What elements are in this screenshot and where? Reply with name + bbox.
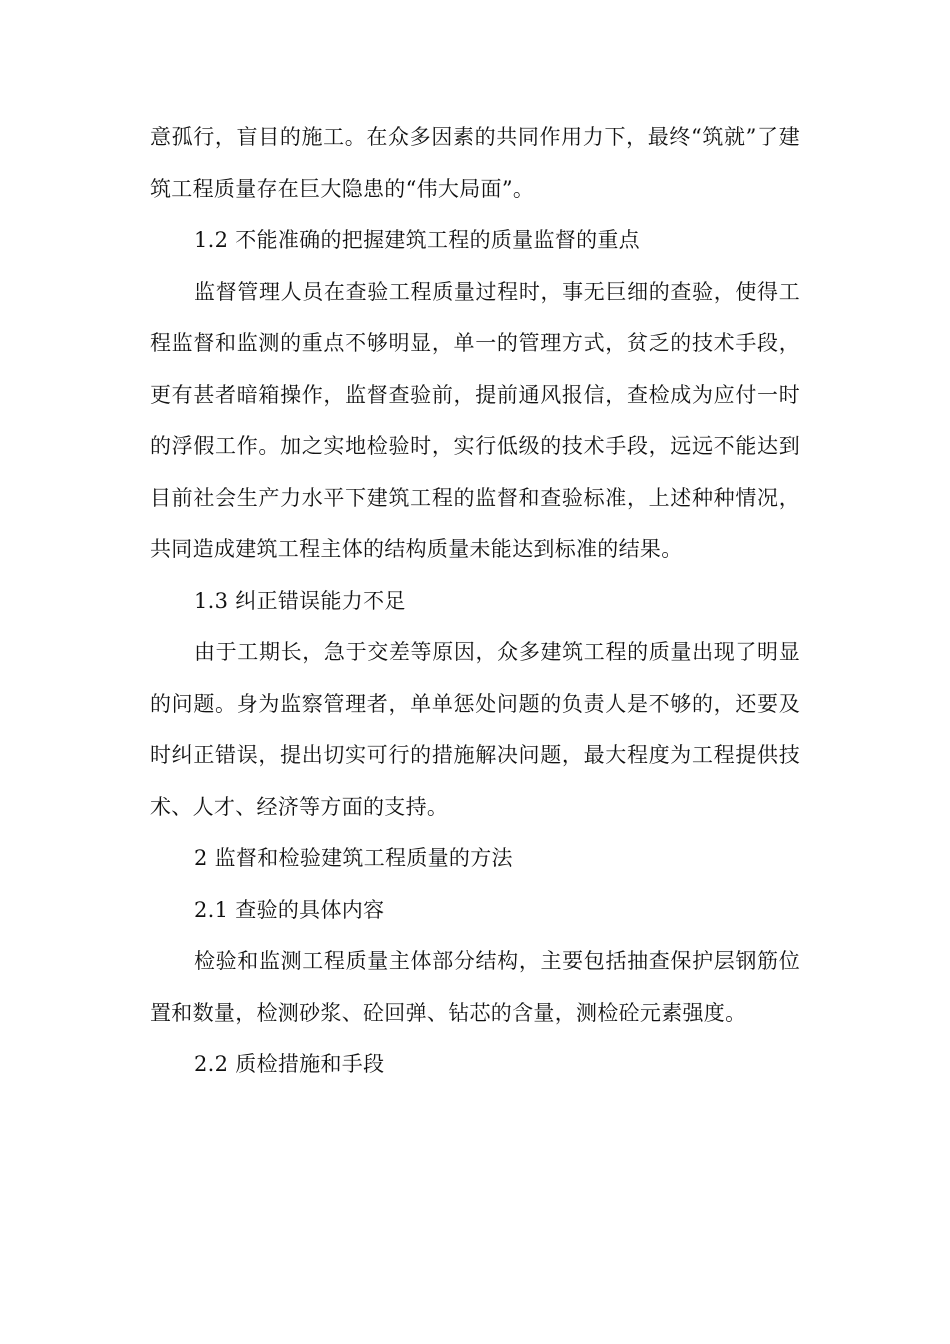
paragraph-error-correction: 由于工期长，急于交差等原因，众多建筑工程的质量出现了明显的问题。身为监察管理者，单单惩处问题的负责人是不够的，还要及时纠正错误，提出切实可行的措施解决问题，最大程度为工程提供技术、人才、经济等方面的支持。 xyxy=(150,640,800,819)
paragraph-continuation: 意孤行，盲目的施工。在众多因素的共同作用力下，最终“筑就”了建筑工程质量存在巨大隐患的“伟大局面”。 xyxy=(150,125,800,201)
paragraph-inspection-content: 检验和监测工程质量主体部分结构，主要包括抽查保护层钢筋位置和数量，检测砂浆、砼回弹、钻芯的含量，测检砼元素强度。 xyxy=(150,949,800,1025)
section-heading-1-2: 1.2 不能准确的把握建筑工程的质量监督的重点 xyxy=(194,228,640,252)
section-heading-2-1: 2.1 查验的具体内容 xyxy=(194,897,385,922)
section-heading-1-3: 1.3 纠正错误能力不足 xyxy=(194,588,406,613)
section-heading-2: 2 监督和检验建筑工程质量的方法 xyxy=(194,846,513,870)
section-heading-2-2: 2.2 质检措施和手段 xyxy=(194,1052,385,1076)
document-page xyxy=(150,112,800,1091)
paragraph-supervision-focus: 监督管理人员在查验工程质量过程时，事无巨细的查验，使得工程监督和监测的重点不够明显，单一的管理方式，贫乏的技术手段，更有甚者暗箱操作，监督查验前，提前通风报信，查检成为应付一时的浮假工作。加之实地检验时，实行低级的技术手段，远远不能达到目前社会生产力水平下建筑工程的监督和查验标准，上述种种情况，共同造成建筑工程主体的结构质量未能达到标准的结果。 xyxy=(150,279,800,561)
